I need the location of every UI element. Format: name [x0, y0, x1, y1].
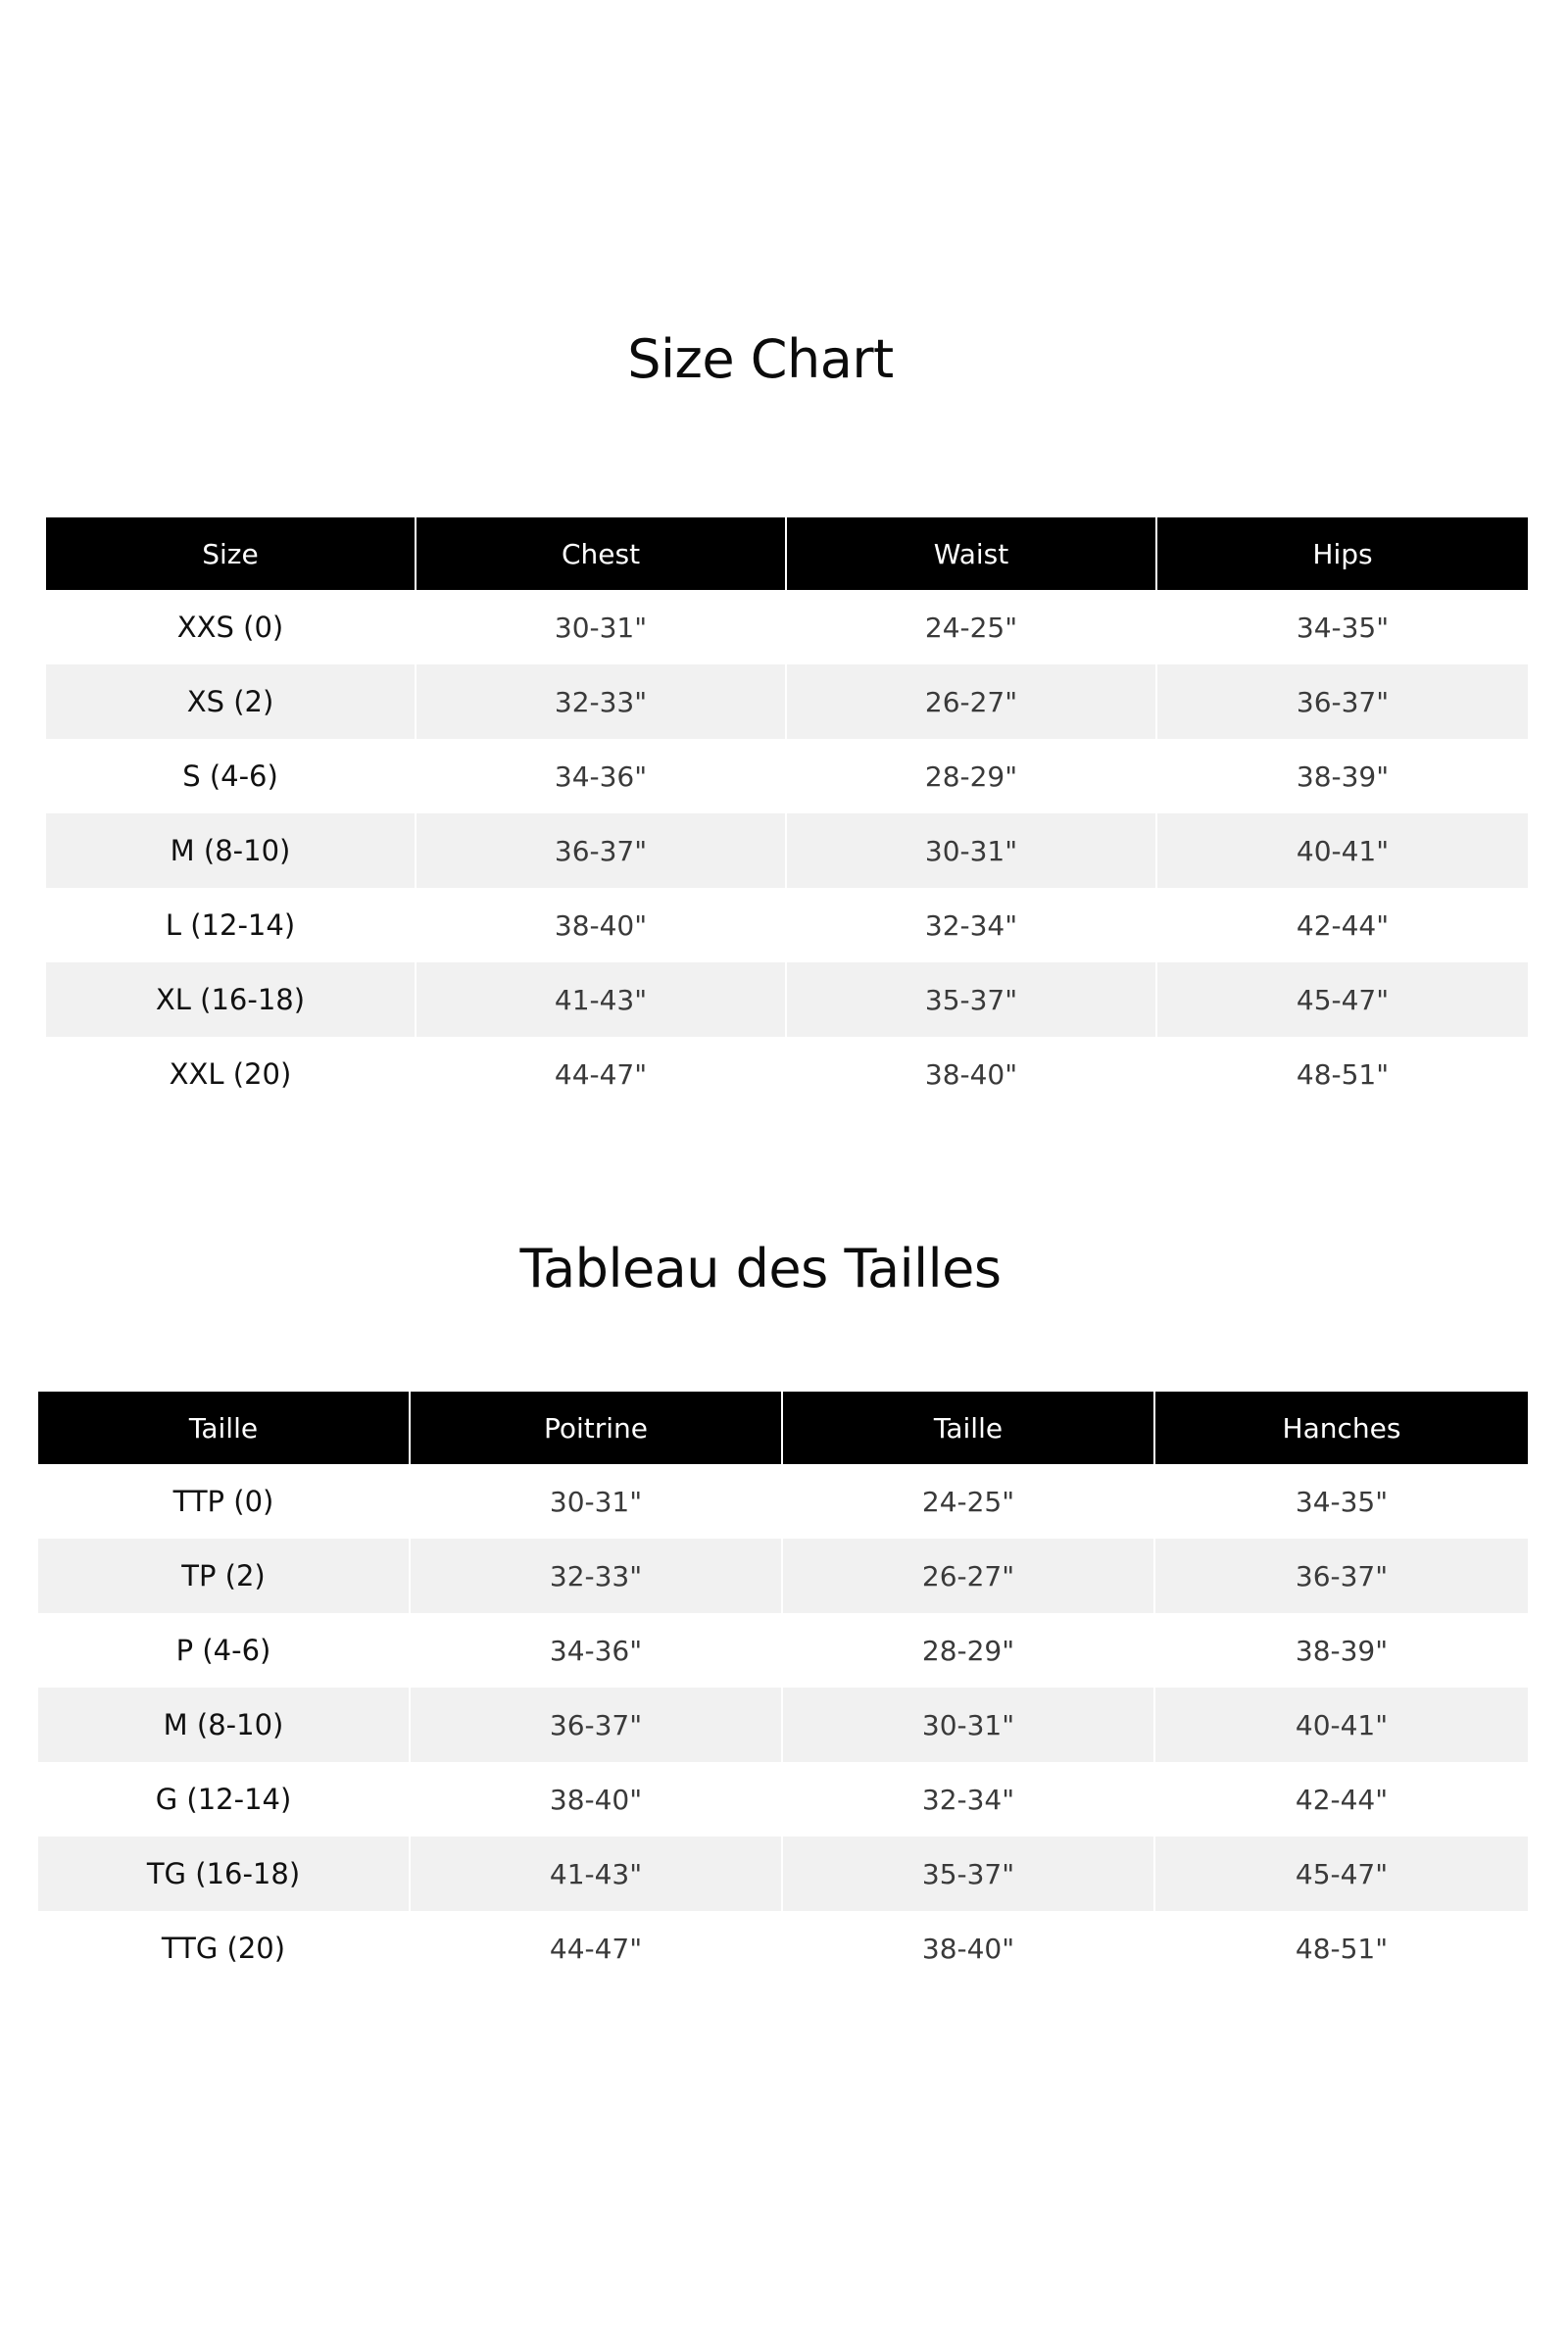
size-cell: XXL (20) — [46, 1037, 416, 1111]
size-cell: S (4-6) — [46, 739, 416, 813]
waist-cell: 38-40" — [783, 1911, 1155, 1985]
size-cell: XXS (0) — [46, 590, 416, 664]
size-cell: L (12-14) — [46, 888, 416, 962]
table-row — [46, 888, 1528, 962]
hips-cell: 34-35" — [1157, 590, 1528, 664]
hips-cell: 40-41" — [1157, 813, 1528, 888]
header-waist: Waist — [787, 517, 1157, 590]
chest-cell: 34-36" — [411, 1613, 783, 1688]
hips-cell: 36-37" — [1155, 1539, 1528, 1613]
table-row — [46, 1037, 1528, 1111]
chest-cell: 41-43" — [416, 962, 787, 1037]
header-taille: Taille — [38, 1392, 411, 1464]
hips-cell: 38-39" — [1155, 1613, 1528, 1688]
chest-cell: 38-40" — [411, 1762, 783, 1837]
hips-cell: 48-51" — [1155, 1911, 1528, 1985]
hips-cell: 40-41" — [1155, 1688, 1528, 1762]
size-cell: TP (2) — [38, 1539, 411, 1613]
table-header-row — [38, 1392, 1528, 1464]
table-row — [38, 1837, 1528, 1911]
table-row — [38, 1911, 1528, 1985]
chest-cell: 32-33" — [411, 1539, 783, 1613]
table-row — [46, 813, 1528, 888]
table-row — [46, 590, 1528, 664]
waist-cell: 35-37" — [783, 1837, 1155, 1911]
waist-cell: 26-27" — [787, 664, 1157, 739]
chest-cell: 32-33" — [416, 664, 787, 739]
waist-cell: 32-34" — [783, 1762, 1155, 1837]
chest-cell: 44-47" — [411, 1911, 783, 1985]
size-cell: M (8-10) — [38, 1688, 411, 1762]
waist-cell: 28-29" — [787, 739, 1157, 813]
size-cell: P (4-6) — [38, 1613, 411, 1688]
size-cell: XS (2) — [46, 664, 416, 739]
chest-cell: 34-36" — [416, 739, 787, 813]
waist-cell: 32-34" — [787, 888, 1157, 962]
hips-cell: 34-35" — [1155, 1464, 1528, 1539]
waist-cell: 24-25" — [783, 1464, 1155, 1539]
table-row — [46, 962, 1528, 1037]
waist-cell: 26-27" — [783, 1539, 1155, 1613]
header-hips: Hips — [1157, 517, 1528, 590]
header-hanches: Hanches — [1155, 1392, 1528, 1464]
chest-cell: 30-31" — [416, 590, 787, 664]
header-chest: Chest — [416, 517, 787, 590]
size-cell: TG (16-18) — [38, 1837, 411, 1911]
tableau-des-tailles-table — [38, 1392, 1528, 1985]
chest-cell: 30-31" — [411, 1464, 783, 1539]
waist-cell: 35-37" — [787, 962, 1157, 1037]
table-row — [38, 1762, 1528, 1837]
size-chart-table — [46, 517, 1528, 1111]
hips-cell: 36-37" — [1157, 664, 1528, 739]
table-row — [38, 1688, 1528, 1762]
tableau-des-tailles-title: Tableau des Tailles — [519, 1238, 1002, 1299]
hips-cell: 38-39" — [1157, 739, 1528, 813]
header-taille-waist: Taille — [783, 1392, 1155, 1464]
chest-cell: 41-43" — [411, 1837, 783, 1911]
table-header-row — [46, 517, 1528, 590]
header-poitrine: Poitrine — [411, 1392, 783, 1464]
waist-cell: 30-31" — [787, 813, 1157, 888]
hips-cell: 42-44" — [1155, 1762, 1528, 1837]
chest-cell: 38-40" — [416, 888, 787, 962]
waist-cell: 24-25" — [787, 590, 1157, 664]
hips-cell: 45-47" — [1155, 1837, 1528, 1911]
chest-cell: 36-37" — [416, 813, 787, 888]
table-row — [46, 664, 1528, 739]
chest-cell: 44-47" — [416, 1037, 787, 1111]
table-row — [38, 1539, 1528, 1613]
size-cell: M (8-10) — [46, 813, 416, 888]
hips-cell: 42-44" — [1157, 888, 1528, 962]
size-cell: G (12-14) — [38, 1762, 411, 1837]
table-row — [38, 1464, 1528, 1539]
header-size: Size — [46, 517, 416, 590]
size-cell: TTG (20) — [38, 1911, 411, 1985]
table-row — [46, 739, 1528, 813]
waist-cell: 28-29" — [783, 1613, 1155, 1688]
waist-cell: 30-31" — [783, 1688, 1155, 1762]
size-cell: TTP (0) — [38, 1464, 411, 1539]
waist-cell: 38-40" — [787, 1037, 1157, 1111]
table-row — [38, 1613, 1528, 1688]
hips-cell: 45-47" — [1157, 962, 1528, 1037]
size-cell: XL (16-18) — [46, 962, 416, 1037]
size-chart-title: Size Chart — [627, 328, 894, 390]
chest-cell: 36-37" — [411, 1688, 783, 1762]
hips-cell: 48-51" — [1157, 1037, 1528, 1111]
